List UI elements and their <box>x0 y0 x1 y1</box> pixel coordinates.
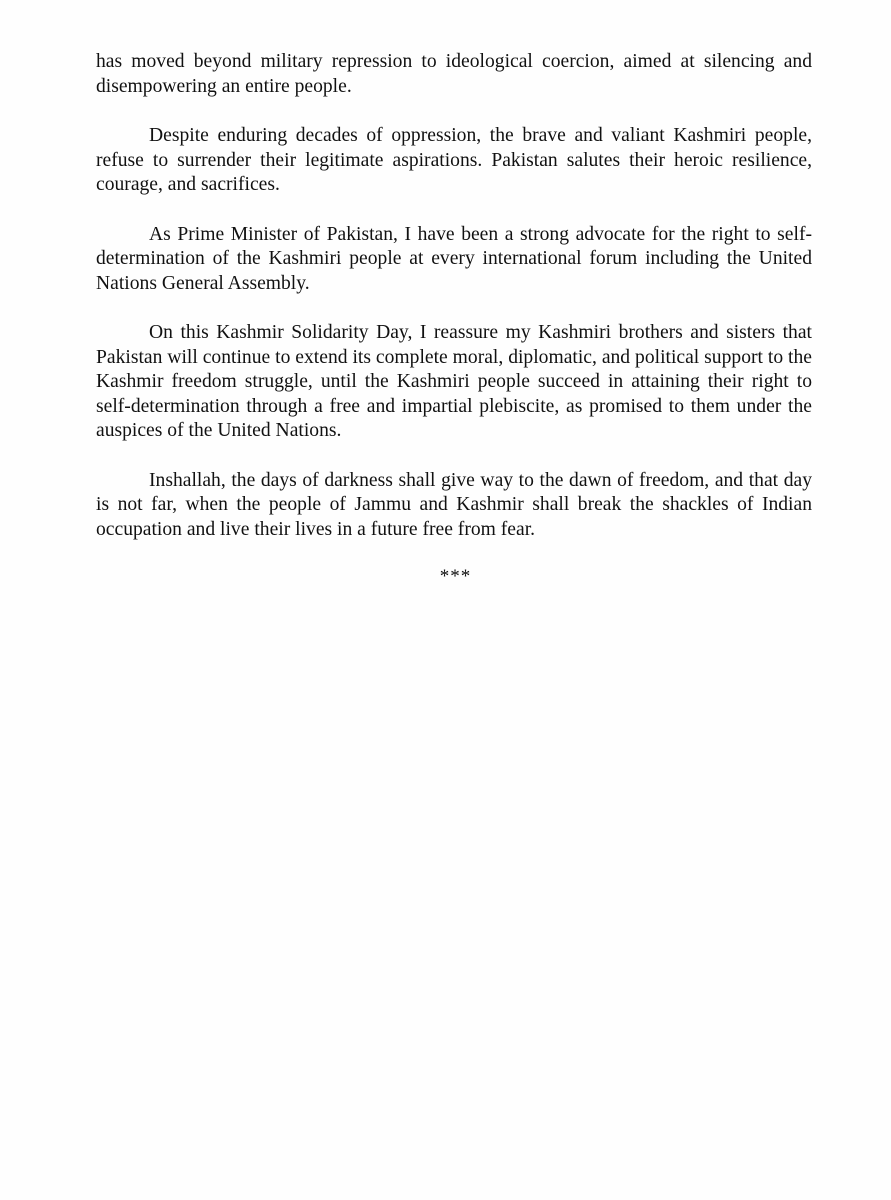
paragraph-resilience: Despite enduring decades of oppression, the brave and valiant Kashmiri people, refuse to surrender their legitimate aspirations. Pakistan salutes their heroic resilience, courage, and sacrifices. <box>96 125 812 195</box>
paragraph-continuation: has moved beyond military repression to ideological coercion, aimed at silencing and disempowering an entire people. <box>96 51 812 97</box>
paragraph-solidarity-day: On this Kashmir Solidarity Day, I reassure my Kashmiri brothers and sisters that Pakistan will continue to extend its complete moral, diplomatic, and political support to the Kashmir freedom struggle, until the Kashmiri people succeed in attaining their right to self-determination through a free and impartial plebiscite, as promised to them under the auspices of the United Nations. <box>96 322 812 441</box>
end-marker: *** <box>439 566 472 587</box>
paragraph-inshallah: Inshallah, the days of darkness shall give way to the dawn of freedom, and that day is not far, when the people of Jammu and Kashmir shall break the shackles of Indian occupation and live their lives in a future free from fear. <box>96 469 812 540</box>
paragraph-advocacy: As Prime Minister of Pakistan, I have been a strong advocate for the right to self-determination of the Kashmiri people at every international forum including the United Nations General Assembly. <box>96 223 812 294</box>
document-body <box>96 50 812 567</box>
